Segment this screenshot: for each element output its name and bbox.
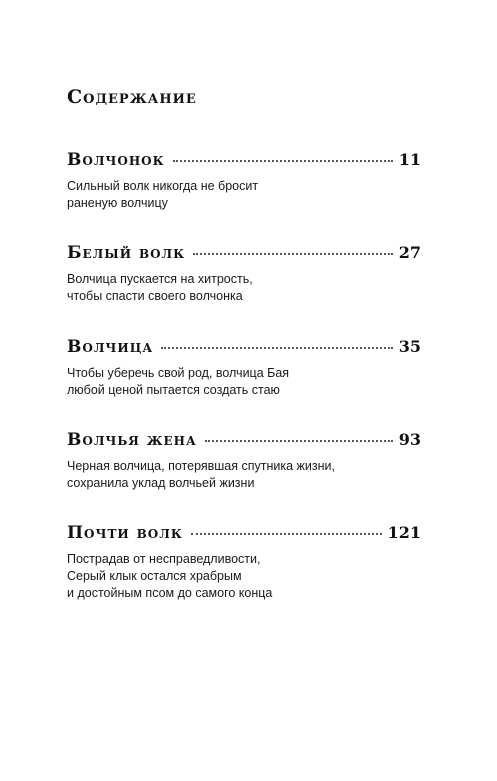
toc-entry-heading xyxy=(67,339,421,361)
toc-entry-description xyxy=(67,365,421,399)
description-line: чтобы спасти своего волчонка xyxy=(67,289,243,303)
description-line: Серый клык остался храбрым xyxy=(67,569,242,583)
toc-entry-title[interactable]: Почти волк xyxy=(67,523,183,543)
toc-entry-title[interactable]: Белый волк xyxy=(67,243,186,263)
toc-entry-2[interactable] xyxy=(67,245,421,305)
toc-entry-page-number[interactable]: 27 xyxy=(398,243,421,262)
toc-entry-page-number[interactable]: 121 xyxy=(387,523,421,542)
description-line: Пострадав от несправедливости, xyxy=(67,552,261,566)
description-line: Черная волчица, потерявшая спутника жизни, xyxy=(67,459,335,473)
toc-entry-title[interactable]: Волчья жена xyxy=(67,430,197,450)
dot-leader xyxy=(205,440,393,442)
toc-entry-title[interactable]: Волчица xyxy=(67,337,154,357)
description-line: Сильный волк никогда не бросит xyxy=(67,179,259,193)
toc-entry-3[interactable] xyxy=(67,339,421,399)
toc-entry-heading xyxy=(67,152,421,174)
toc-entry-description xyxy=(67,178,421,212)
description-line: раненую волчицу xyxy=(67,196,168,210)
description-line: любой ценой пытается создать стаю xyxy=(67,383,280,397)
description-line: и достойным псом до самого конца xyxy=(67,586,273,600)
toc-entry-heading xyxy=(67,525,421,547)
toc-entry-page-number[interactable]: 35 xyxy=(398,337,421,356)
toc-entry-title[interactable]: Волчонок xyxy=(67,150,165,170)
toc-entry-5[interactable] xyxy=(67,525,421,602)
toc-entry-4[interactable] xyxy=(67,432,421,492)
toc-entry-page-number[interactable]: 11 xyxy=(398,150,421,169)
toc-entry-description xyxy=(67,458,421,492)
toc-title: Содержание xyxy=(67,86,197,108)
toc-entry-page-number[interactable]: 93 xyxy=(398,430,421,449)
dot-leader xyxy=(173,160,393,162)
toc-entry-1[interactable] xyxy=(67,152,421,212)
toc-entry-description xyxy=(67,271,421,305)
description-line: сохранила уклад волчьей жизни xyxy=(67,476,255,490)
dot-leader xyxy=(191,533,382,535)
toc-entry-description xyxy=(67,551,421,602)
toc-entry-heading xyxy=(67,245,421,267)
description-line: Волчица пускается на хитрость, xyxy=(67,272,253,286)
dot-leader xyxy=(193,253,393,255)
description-line: Чтобы уберечь свой род, волчица Бая xyxy=(67,366,290,380)
toc-entry-heading xyxy=(67,432,421,454)
dot-leader xyxy=(161,347,393,349)
